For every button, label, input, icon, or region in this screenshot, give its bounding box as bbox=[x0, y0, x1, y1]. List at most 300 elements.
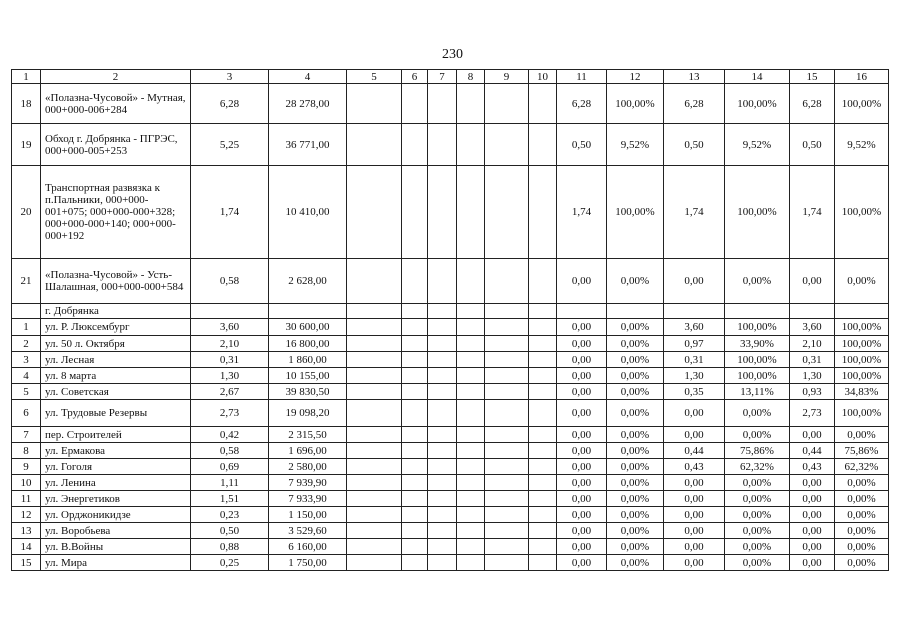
percent-cell: 100,00% bbox=[607, 166, 664, 259]
table-row bbox=[12, 400, 889, 427]
empty-cell bbox=[457, 368, 485, 384]
empty-cell bbox=[457, 491, 485, 507]
table-row bbox=[12, 368, 889, 384]
percent-cell: 75,86% bbox=[835, 443, 889, 459]
empty-cell bbox=[428, 523, 457, 539]
empty-cell bbox=[428, 443, 457, 459]
cost-cell: 2 628,00 bbox=[269, 259, 347, 304]
row-number-cell: 8 bbox=[12, 443, 41, 459]
road-name-cell: ул. Орджоникидзе bbox=[41, 507, 191, 523]
length-cell: 3,60 bbox=[191, 319, 269, 336]
length-cell: 0,23 bbox=[191, 507, 269, 523]
empty-cell bbox=[457, 352, 485, 368]
empty-cell bbox=[485, 475, 529, 491]
value-cell: 0,00 bbox=[557, 384, 607, 400]
table-row bbox=[12, 336, 889, 352]
percent-cell: 0,00% bbox=[607, 400, 664, 427]
empty-cell bbox=[485, 443, 529, 459]
table-row bbox=[12, 523, 889, 539]
empty-cell bbox=[457, 523, 485, 539]
cost-cell: 7 939,90 bbox=[269, 475, 347, 491]
value-cell: 0,00 bbox=[557, 352, 607, 368]
value-cell: 0,00 bbox=[557, 368, 607, 384]
length-cell: 0,58 bbox=[191, 443, 269, 459]
percent-cell bbox=[835, 304, 889, 319]
table-row bbox=[12, 475, 889, 491]
percent-cell: 100,00% bbox=[725, 319, 790, 336]
percent-cell: 0,00% bbox=[607, 555, 664, 571]
percent-cell: 33,90% bbox=[725, 336, 790, 352]
empty-cell bbox=[529, 427, 557, 443]
value-cell: 0,31 bbox=[664, 352, 725, 368]
length-cell: 0,50 bbox=[191, 523, 269, 539]
empty-cell bbox=[485, 166, 529, 259]
table-row bbox=[12, 319, 889, 336]
empty-cell bbox=[457, 384, 485, 400]
percent-cell: 0,00% bbox=[835, 539, 889, 555]
empty-cell bbox=[457, 319, 485, 336]
percent-cell: 0,00% bbox=[725, 475, 790, 491]
empty-cell bbox=[529, 400, 557, 427]
percent-cell: 0,00% bbox=[607, 507, 664, 523]
value-cell: 1,74 bbox=[790, 166, 835, 259]
table-row bbox=[12, 507, 889, 523]
empty-cell bbox=[428, 84, 457, 124]
percent-cell: 0,00% bbox=[607, 539, 664, 555]
row-number-cell: 3 bbox=[12, 352, 41, 368]
value-cell: 0,00 bbox=[790, 539, 835, 555]
cost-cell: 28 278,00 bbox=[269, 84, 347, 124]
header-cell: 7 bbox=[428, 70, 457, 84]
row-number-cell: 4 bbox=[12, 368, 41, 384]
row-number-cell: 10 bbox=[12, 475, 41, 491]
empty-cell bbox=[347, 368, 402, 384]
empty-cell bbox=[347, 319, 402, 336]
row-number-cell: 15 bbox=[12, 555, 41, 571]
cost-cell: 7 933,90 bbox=[269, 491, 347, 507]
empty-cell bbox=[457, 336, 485, 352]
value-cell: 0,00 bbox=[664, 427, 725, 443]
cost-cell: 36 771,00 bbox=[269, 124, 347, 166]
empty-cell bbox=[457, 475, 485, 491]
value-cell: 0,00 bbox=[557, 459, 607, 475]
road-name-cell: ул. Р. Люксембург bbox=[41, 319, 191, 336]
header-cell: 10 bbox=[529, 70, 557, 84]
empty-cell bbox=[428, 336, 457, 352]
road-name-cell: г. Добрянка bbox=[41, 304, 191, 319]
value-cell bbox=[790, 304, 835, 319]
length-cell: 0,88 bbox=[191, 539, 269, 555]
cost-cell: 1 696,00 bbox=[269, 443, 347, 459]
empty-cell bbox=[529, 539, 557, 555]
empty-cell bbox=[457, 443, 485, 459]
road-name-cell: «Полазна-Чусовой» - Мутная, 000+000-006+284 bbox=[41, 84, 191, 124]
percent-cell: 0,00% bbox=[607, 459, 664, 475]
header-cell: 5 bbox=[347, 70, 402, 84]
percent-cell: 100,00% bbox=[725, 84, 790, 124]
empty-cell bbox=[485, 352, 529, 368]
empty-cell bbox=[402, 384, 428, 400]
percent-cell: 0,00% bbox=[725, 539, 790, 555]
percent-cell: 0,00% bbox=[835, 259, 889, 304]
header-cell: 9 bbox=[485, 70, 529, 84]
empty-cell bbox=[485, 384, 529, 400]
value-cell: 0,93 bbox=[790, 384, 835, 400]
road-name-cell: «Полазна-Чусовой» - Усть-Шалашная, 000+000-000+584 bbox=[41, 259, 191, 304]
table-row bbox=[12, 352, 889, 368]
empty-cell bbox=[347, 475, 402, 491]
value-cell: 6,28 bbox=[664, 84, 725, 124]
length-cell: 5,25 bbox=[191, 124, 269, 166]
empty-cell bbox=[529, 523, 557, 539]
row-number-cell: 7 bbox=[12, 427, 41, 443]
value-cell: 0,00 bbox=[664, 507, 725, 523]
percent-cell: 0,00% bbox=[725, 491, 790, 507]
empty-cell bbox=[485, 539, 529, 555]
value-cell: 0,00 bbox=[557, 555, 607, 571]
empty-cell bbox=[347, 384, 402, 400]
value-cell: 0,00 bbox=[557, 259, 607, 304]
empty-cell bbox=[485, 304, 529, 319]
percent-cell: 0,00% bbox=[835, 491, 889, 507]
value-cell: 1,30 bbox=[790, 368, 835, 384]
value-cell: 0,00 bbox=[790, 555, 835, 571]
cost-cell: 16 800,00 bbox=[269, 336, 347, 352]
percent-cell: 0,00% bbox=[835, 427, 889, 443]
road-name-cell: ул. 50 л. Октября bbox=[41, 336, 191, 352]
value-cell: 0,00 bbox=[664, 539, 725, 555]
percent-cell: 0,00% bbox=[725, 400, 790, 427]
value-cell bbox=[664, 304, 725, 319]
cost-cell: 1 860,00 bbox=[269, 352, 347, 368]
empty-cell bbox=[529, 384, 557, 400]
empty-cell bbox=[347, 166, 402, 259]
empty-cell bbox=[529, 259, 557, 304]
empty-cell bbox=[428, 166, 457, 259]
value-cell: 0,00 bbox=[664, 523, 725, 539]
percent-cell: 0,00% bbox=[607, 352, 664, 368]
empty-cell bbox=[347, 84, 402, 124]
row-number-cell: 21 bbox=[12, 259, 41, 304]
value-cell: 0,50 bbox=[790, 124, 835, 166]
value-cell: 1,74 bbox=[557, 166, 607, 259]
page-number: 230 bbox=[442, 47, 463, 62]
empty-cell bbox=[529, 336, 557, 352]
road-name-cell: ул. Воробьева bbox=[41, 523, 191, 539]
value-cell: 0,00 bbox=[557, 400, 607, 427]
empty-cell bbox=[428, 400, 457, 427]
header-cell: 14 bbox=[725, 70, 790, 84]
length-cell bbox=[191, 304, 269, 319]
road-name-cell: ул. Энергетиков bbox=[41, 491, 191, 507]
empty-cell bbox=[529, 459, 557, 475]
value-cell: 6,28 bbox=[557, 84, 607, 124]
header-cell: 4 bbox=[269, 70, 347, 84]
percent-cell: 0,00% bbox=[607, 259, 664, 304]
empty-cell bbox=[529, 443, 557, 459]
percent-cell bbox=[607, 304, 664, 319]
row-number-cell: 5 bbox=[12, 384, 41, 400]
empty-cell bbox=[347, 400, 402, 427]
road-name-cell: ул. В.Войны bbox=[41, 539, 191, 555]
row-number-cell: 19 bbox=[12, 124, 41, 166]
empty-cell bbox=[402, 523, 428, 539]
empty-cell bbox=[485, 459, 529, 475]
empty-cell bbox=[347, 443, 402, 459]
percent-cell: 34,83% bbox=[835, 384, 889, 400]
row-number-cell: 9 bbox=[12, 459, 41, 475]
empty-cell bbox=[529, 304, 557, 319]
percent-cell: 9,52% bbox=[835, 124, 889, 166]
empty-cell bbox=[457, 84, 485, 124]
empty-cell bbox=[402, 304, 428, 319]
empty-cell bbox=[457, 124, 485, 166]
percent-cell: 100,00% bbox=[835, 166, 889, 259]
table-row bbox=[12, 259, 889, 304]
empty-cell bbox=[529, 166, 557, 259]
percent-cell: 0,00% bbox=[725, 555, 790, 571]
empty-cell bbox=[457, 555, 485, 571]
table-row bbox=[12, 304, 889, 319]
empty-cell bbox=[402, 84, 428, 124]
value-cell: 0,97 bbox=[664, 336, 725, 352]
cost-cell: 1 150,00 bbox=[269, 507, 347, 523]
percent-cell: 13,11% bbox=[725, 384, 790, 400]
cost-cell bbox=[269, 304, 347, 319]
empty-cell bbox=[347, 523, 402, 539]
table-row bbox=[12, 124, 889, 166]
length-cell: 0,58 bbox=[191, 259, 269, 304]
empty-cell bbox=[402, 475, 428, 491]
road-name-cell: Обход г. Добрянка - ПГРЭС, 000+000-005+253 bbox=[41, 124, 191, 166]
value-cell: 1,30 bbox=[664, 368, 725, 384]
value-cell: 0,00 bbox=[557, 319, 607, 336]
percent-cell: 100,00% bbox=[835, 352, 889, 368]
percent-cell: 100,00% bbox=[835, 368, 889, 384]
empty-cell bbox=[347, 304, 402, 319]
value-cell: 0,00 bbox=[557, 539, 607, 555]
header-cell: 8 bbox=[457, 70, 485, 84]
percent-cell: 0,00% bbox=[835, 507, 889, 523]
empty-cell bbox=[529, 368, 557, 384]
empty-cell bbox=[347, 555, 402, 571]
percent-cell: 0,00% bbox=[835, 555, 889, 571]
value-cell: 2,10 bbox=[790, 336, 835, 352]
empty-cell bbox=[529, 84, 557, 124]
empty-cell bbox=[347, 491, 402, 507]
table-row bbox=[12, 459, 889, 475]
empty-cell bbox=[485, 491, 529, 507]
cost-cell: 30 600,00 bbox=[269, 319, 347, 336]
percent-cell: 0,00% bbox=[725, 523, 790, 539]
value-cell: 0,00 bbox=[790, 475, 835, 491]
header-cell: 15 bbox=[790, 70, 835, 84]
length-cell: 1,51 bbox=[191, 491, 269, 507]
empty-cell bbox=[347, 259, 402, 304]
empty-cell bbox=[428, 459, 457, 475]
value-cell: 0,43 bbox=[790, 459, 835, 475]
row-number-cell: 13 bbox=[12, 523, 41, 539]
length-cell: 0,25 bbox=[191, 555, 269, 571]
road-name-cell: ул. Лесная bbox=[41, 352, 191, 368]
row-number-cell: 1 bbox=[12, 319, 41, 336]
header-cell: 2 bbox=[41, 70, 191, 84]
road-name-cell: ул. Ермакова bbox=[41, 443, 191, 459]
empty-cell bbox=[428, 427, 457, 443]
length-cell: 1,74 bbox=[191, 166, 269, 259]
empty-cell bbox=[402, 459, 428, 475]
table-row bbox=[12, 555, 889, 571]
value-cell: 0,00 bbox=[790, 507, 835, 523]
empty-cell bbox=[402, 319, 428, 336]
empty-cell bbox=[402, 400, 428, 427]
row-number-cell bbox=[12, 304, 41, 319]
percent-cell: 100,00% bbox=[835, 336, 889, 352]
empty-cell bbox=[402, 259, 428, 304]
length-cell: 0,69 bbox=[191, 459, 269, 475]
data-table bbox=[11, 69, 889, 571]
empty-cell bbox=[485, 400, 529, 427]
value-cell: 0,00 bbox=[664, 475, 725, 491]
percent-cell: 0,00% bbox=[725, 259, 790, 304]
road-name-cell: ул. Гоголя bbox=[41, 459, 191, 475]
row-number-cell: 20 bbox=[12, 166, 41, 259]
empty-cell bbox=[485, 368, 529, 384]
value-cell: 0,00 bbox=[557, 336, 607, 352]
empty-cell bbox=[529, 475, 557, 491]
value-cell: 0,00 bbox=[790, 259, 835, 304]
header-cell: 11 bbox=[557, 70, 607, 84]
empty-cell bbox=[347, 507, 402, 523]
length-cell: 2,10 bbox=[191, 336, 269, 352]
empty-cell bbox=[347, 352, 402, 368]
value-cell: 0,00 bbox=[557, 443, 607, 459]
empty-cell bbox=[529, 555, 557, 571]
table-row bbox=[12, 491, 889, 507]
road-name-cell: ул. Мира bbox=[41, 555, 191, 571]
value-cell: 3,60 bbox=[664, 319, 725, 336]
empty-cell bbox=[402, 427, 428, 443]
empty-cell bbox=[402, 368, 428, 384]
table-row bbox=[12, 443, 889, 459]
value-cell: 0,00 bbox=[557, 507, 607, 523]
row-number-cell: 18 bbox=[12, 84, 41, 124]
percent-cell: 0,00% bbox=[607, 384, 664, 400]
table-row bbox=[12, 539, 889, 555]
empty-cell bbox=[402, 124, 428, 166]
empty-cell bbox=[485, 555, 529, 571]
value-cell: 0,44 bbox=[664, 443, 725, 459]
empty-cell bbox=[428, 352, 457, 368]
value-cell bbox=[557, 304, 607, 319]
percent-cell: 100,00% bbox=[835, 319, 889, 336]
length-cell: 2,73 bbox=[191, 400, 269, 427]
value-cell: 0,50 bbox=[664, 124, 725, 166]
empty-cell bbox=[428, 555, 457, 571]
percent-cell: 9,52% bbox=[725, 124, 790, 166]
empty-cell bbox=[428, 124, 457, 166]
header-cell: 1 bbox=[12, 70, 41, 84]
percent-cell: 0,00% bbox=[835, 523, 889, 539]
empty-cell bbox=[402, 352, 428, 368]
road-name-cell: ул. 8 марта bbox=[41, 368, 191, 384]
road-name-cell: Транспортная развязка к п.Пальники, 000+000-001+075; 000+000-000+328; 000+000-000+140; 000+000-000+192 bbox=[41, 166, 191, 259]
value-cell: 0,00 bbox=[790, 491, 835, 507]
empty-cell bbox=[402, 443, 428, 459]
cost-cell: 39 830,50 bbox=[269, 384, 347, 400]
length-cell: 6,28 bbox=[191, 84, 269, 124]
length-cell: 1,11 bbox=[191, 475, 269, 491]
value-cell: 0,00 bbox=[664, 400, 725, 427]
percent-cell: 9,52% bbox=[607, 124, 664, 166]
table-row bbox=[12, 384, 889, 400]
value-cell: 0,44 bbox=[790, 443, 835, 459]
row-number-cell: 2 bbox=[12, 336, 41, 352]
percent-cell: 100,00% bbox=[835, 84, 889, 124]
empty-cell bbox=[428, 319, 457, 336]
percent-cell: 0,00% bbox=[725, 507, 790, 523]
value-cell: 0,00 bbox=[557, 427, 607, 443]
row-number-cell: 12 bbox=[12, 507, 41, 523]
empty-cell bbox=[457, 304, 485, 319]
cost-cell: 2 580,00 bbox=[269, 459, 347, 475]
percent-cell: 0,00% bbox=[835, 475, 889, 491]
empty-cell bbox=[428, 539, 457, 555]
empty-cell bbox=[402, 336, 428, 352]
value-cell: 0,00 bbox=[557, 491, 607, 507]
percent-cell: 62,32% bbox=[725, 459, 790, 475]
value-cell: 0,00 bbox=[557, 523, 607, 539]
value-cell: 0,00 bbox=[790, 427, 835, 443]
row-number-cell: 14 bbox=[12, 539, 41, 555]
value-cell: 1,74 bbox=[664, 166, 725, 259]
empty-cell bbox=[529, 319, 557, 336]
percent-cell: 0,00% bbox=[607, 319, 664, 336]
empty-cell bbox=[457, 459, 485, 475]
empty-cell bbox=[529, 491, 557, 507]
empty-cell bbox=[457, 259, 485, 304]
value-cell: 0,35 bbox=[664, 384, 725, 400]
empty-cell bbox=[529, 124, 557, 166]
empty-cell bbox=[529, 352, 557, 368]
value-cell: 0,43 bbox=[664, 459, 725, 475]
value-cell: 0,00 bbox=[664, 491, 725, 507]
row-number-cell: 6 bbox=[12, 400, 41, 427]
empty-cell bbox=[457, 507, 485, 523]
empty-cell bbox=[485, 319, 529, 336]
road-name-cell: пер. Строителей bbox=[41, 427, 191, 443]
length-cell: 2,67 bbox=[191, 384, 269, 400]
empty-cell bbox=[428, 304, 457, 319]
empty-cell bbox=[457, 166, 485, 259]
empty-cell bbox=[485, 336, 529, 352]
cost-cell: 10 155,00 bbox=[269, 368, 347, 384]
empty-cell bbox=[457, 539, 485, 555]
empty-cell bbox=[485, 124, 529, 166]
empty-cell bbox=[347, 124, 402, 166]
row-number-cell: 11 bbox=[12, 491, 41, 507]
value-cell: 0,00 bbox=[557, 475, 607, 491]
empty-cell bbox=[428, 491, 457, 507]
percent-cell: 100,00% bbox=[725, 368, 790, 384]
length-cell: 0,42 bbox=[191, 427, 269, 443]
empty-cell bbox=[428, 507, 457, 523]
length-cell: 0,31 bbox=[191, 352, 269, 368]
empty-cell bbox=[402, 166, 428, 259]
empty-cell bbox=[457, 400, 485, 427]
header-cell: 12 bbox=[607, 70, 664, 84]
empty-cell bbox=[347, 459, 402, 475]
